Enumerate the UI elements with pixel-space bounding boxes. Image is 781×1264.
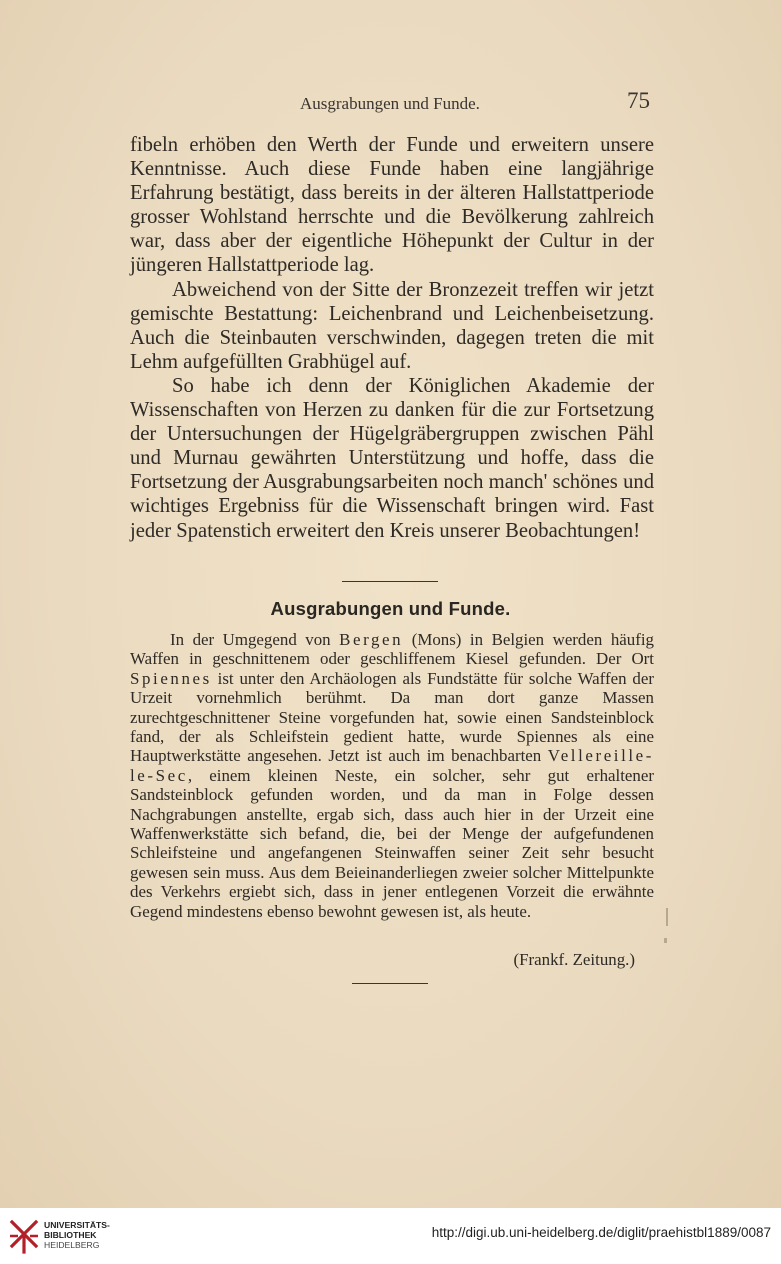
- scan-artifact: [666, 908, 668, 926]
- text-run: (Mons) in Belgien werden häufig Waffen in geschnittenem oder geschliffenem Kiesel gefunden. Der Ort: [130, 630, 654, 669]
- paragraph: fibeln erhöben den Werth der Funde und erweitern unsere Kenntnisse. Auch diese Funde haben eine langjährige Erfahrung bestätigt, dass bereits in der älteren Hallstattperiode grosser Wohlstand herrschte und die Bevölkerung zahlreich war, dass aber der eigentliche Höhepunkt der Cultur in der jüngeren Hallstattperiode lag.: [130, 134, 654, 277]
- permalink-url[interactable]: http://digi.ub.uni-heidelberg.de/diglit/praehistbl1889/0087: [431, 1225, 771, 1240]
- viewer-footer: [0, 1208, 781, 1264]
- section-divider: [342, 581, 438, 582]
- place-name-bergen: Bergen: [339, 630, 404, 649]
- article-source: (Frankf. Zeitung.): [513, 950, 635, 969]
- place-name-spiennes: Spiennes: [130, 668, 212, 688]
- text-run: ist unter den Archäologen als Fundstätte für solche Waffen der Urzeit vornehmlich berühmt. Da man dort ganze Massen zurechtgeschnittener Steine vorgefunden hat, sowie einen Sandsteinblock fand, der als Schleifstein gedient hatte, wurde Spiennes als eine Hauptwerkstätte angesehen. Jetzt ist auch im benachbarten: [130, 668, 654, 766]
- page-number: 75: [627, 88, 650, 113]
- section-title: Ausgrabungen und Funde.: [270, 598, 511, 619]
- logo-line: BIBLIOTHEK: [44, 1230, 97, 1241]
- continued-text: [130, 133, 654, 543]
- article-text: [130, 630, 654, 921]
- paragraph: So habe ich denn der Königlichen Akademie der Wissenschaften von Herzen zu danken für die zur Fortsetzung der Untersuchungen der Hügelgräbergruppen zwischen Pähl und Murnau gewährten Unterstützung und hoffe, dass die Fortsetzung der Ausgrabungsarbeiten noch manch' schönes und wichtiges Ergebniss für die Wissenschaft bringen wird. Fast jeder Spatenstich erweitert den Kreis unserer Beobachtungen!: [130, 374, 654, 542]
- library-logo-text: [44, 1220, 110, 1251]
- text-run: In der Umgegend von: [170, 630, 340, 649]
- library-seal-icon: [8, 1218, 40, 1254]
- place-name-vellereille: Vellereille-le-Sec: [130, 746, 654, 785]
- end-divider: [352, 983, 428, 984]
- logo-line: UNIVERSITÄTS-: [44, 1220, 110, 1230]
- text-run: , einem kleinen Neste, ein solcher, sehr gut erhaltener Sandsteinblock gefunden worden, und da man in Folge dessen Nachgrabungen anstellte, ergab sich, dass auch hier in der Urzeit eine Waffenwerkstätte sich befand, die, bei der Menge der aufgefundenen Schleifsteine und angefangenen Steinwaffen seiner Zeit sehr besucht gewesen sein muss. Aus dem Beieinanderliegen zweier solcher Mittelpunkte des Verkehrs ergiebt sich, dass in jener entlegenen Vorzeit die erwähnte Gegend mindestens ebenso bewohnt gewesen ist, als heute.: [130, 765, 654, 921]
- article-paragraph: [130, 630, 654, 921]
- scan-artifact: [664, 938, 667, 943]
- logo-line: HEIDELBERG: [44, 1240, 100, 1251]
- library-logo[interactable]: [8, 1216, 118, 1258]
- paragraph: Abweichend von der Sitte der Bronzezeit treffen wir jetzt gemischte Bestattung: Leichenbrand und Leichenbeisetzung. Auch die Steinbauten verschwinden, dagegen treten die mit Lehm aufgefüllten Grabhügel auf.: [130, 278, 654, 373]
- running-header: Ausgrabungen und Funde.: [300, 94, 480, 113]
